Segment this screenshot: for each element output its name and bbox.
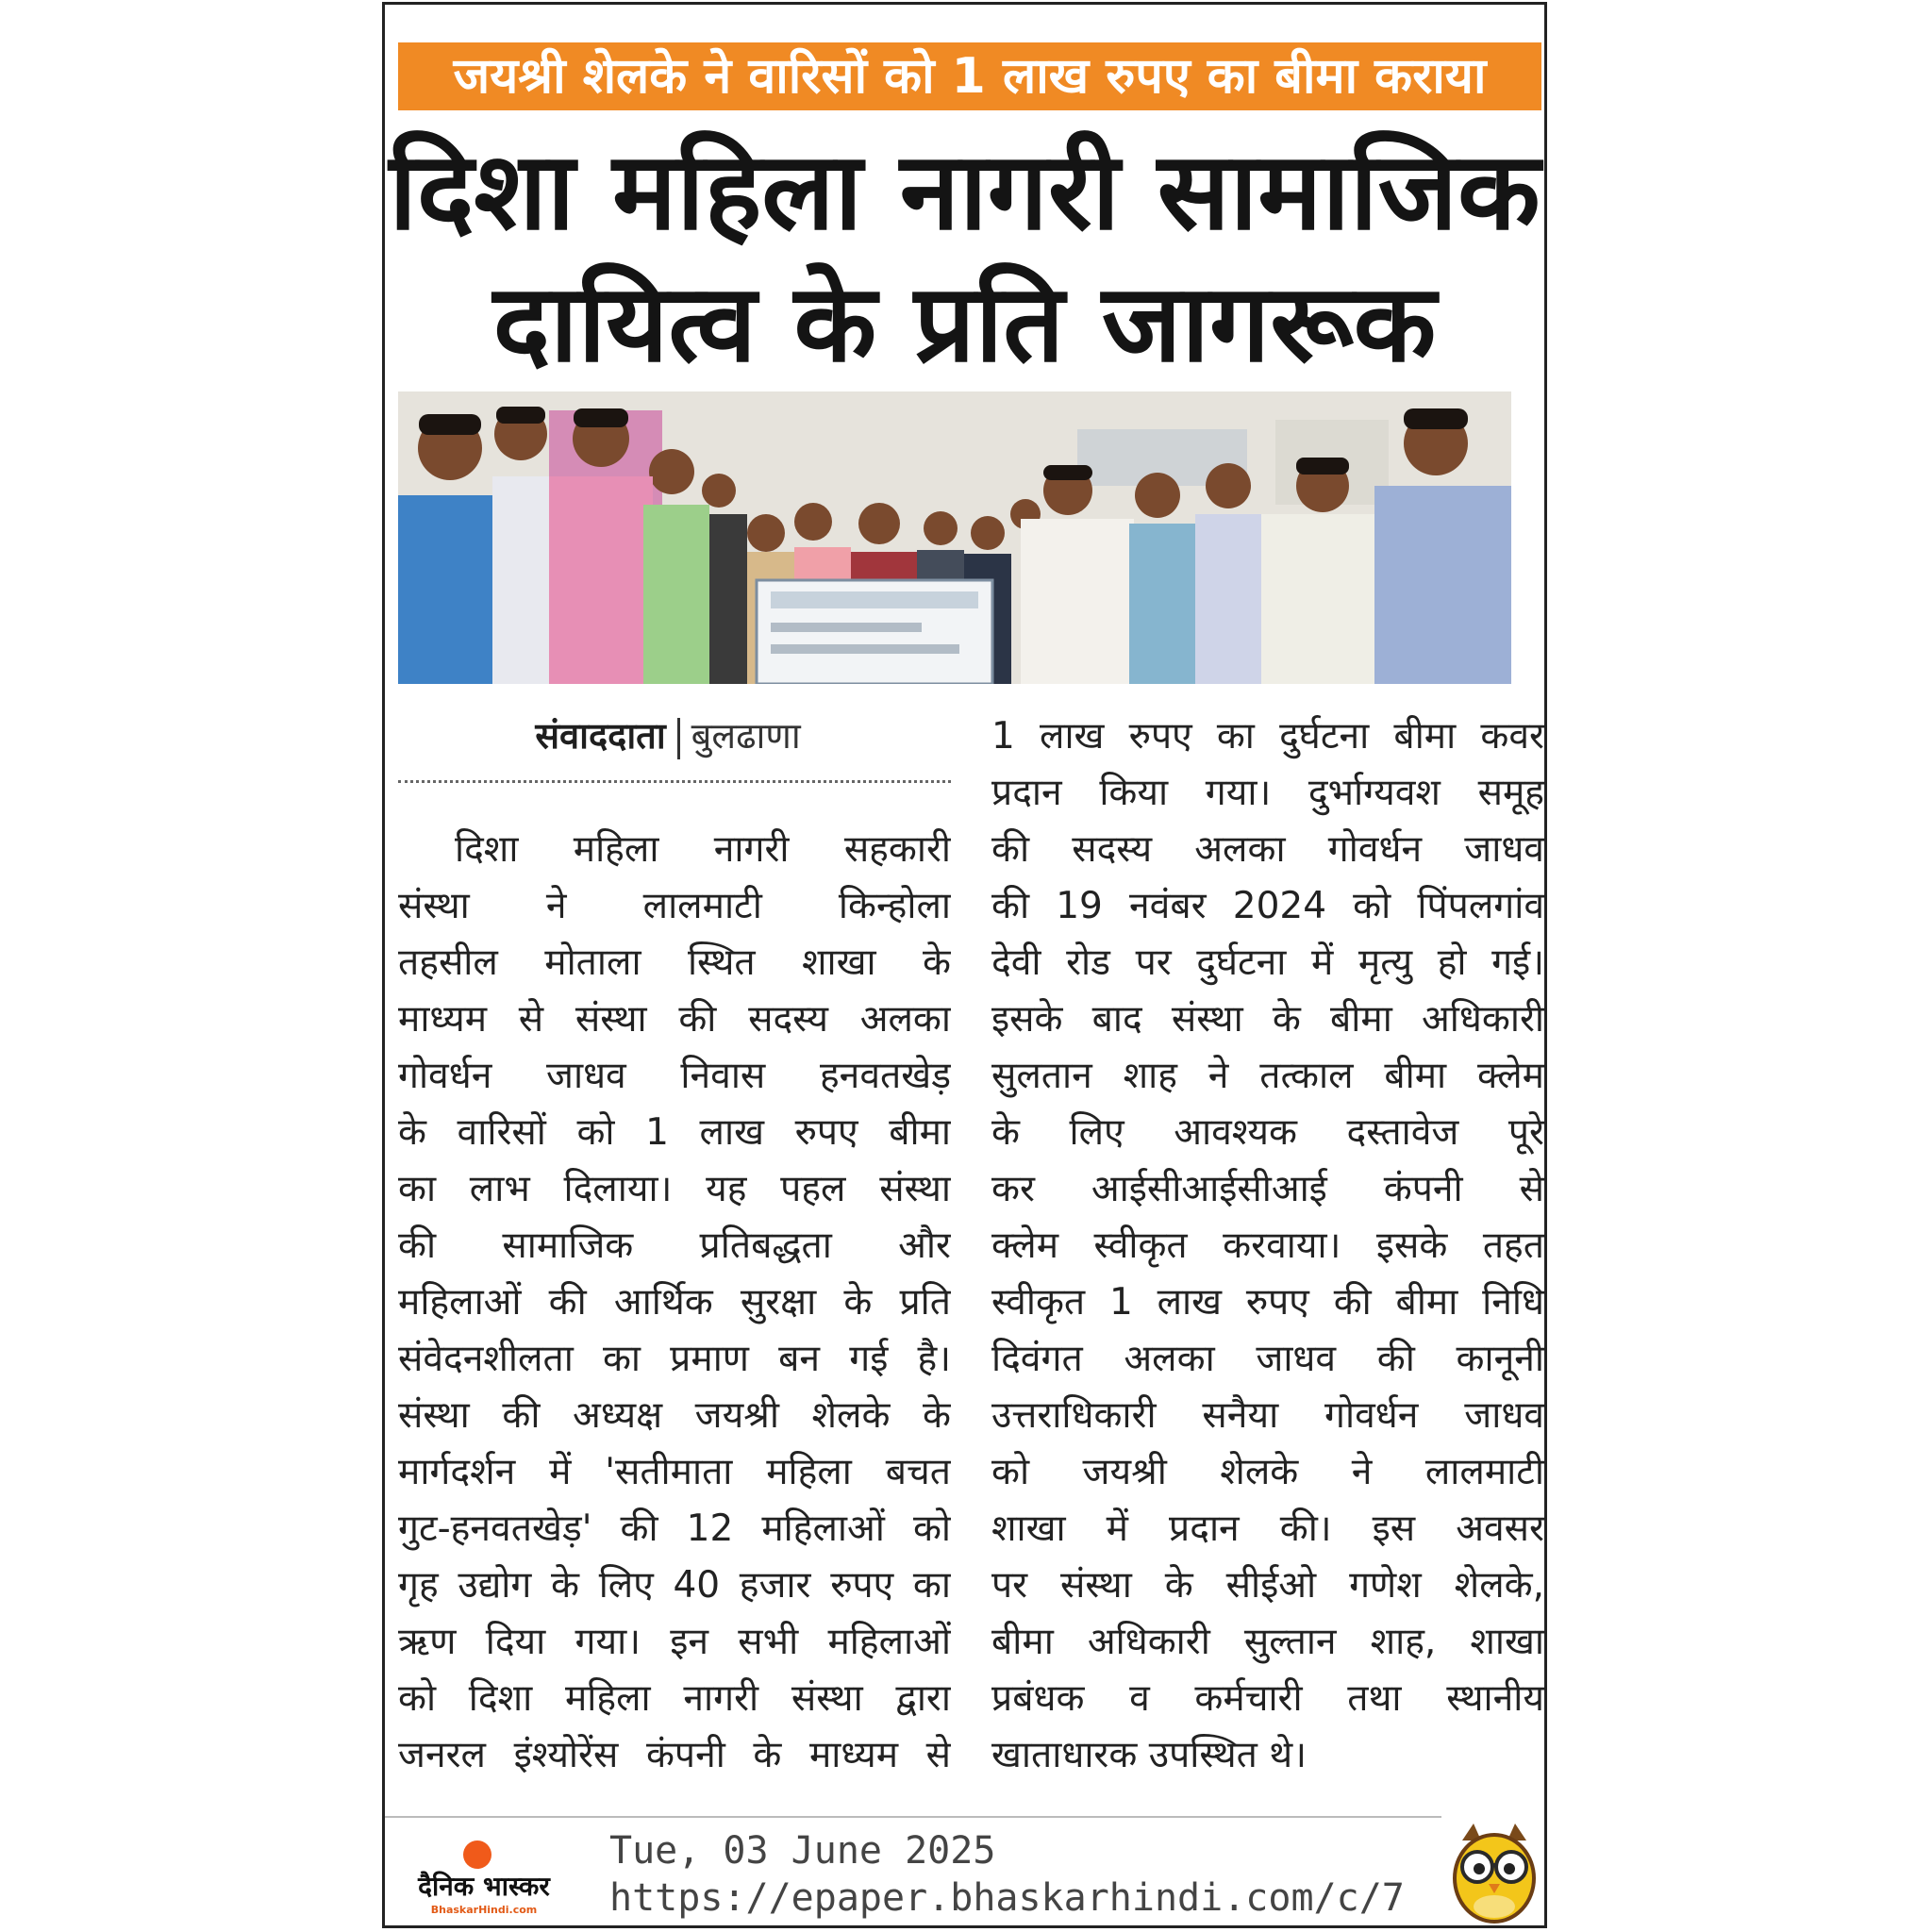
headline [385, 125, 1544, 390]
column-line: संस्था ने लालमाटी किन्होला [398, 885, 951, 927]
column-line: को जयश्री शेलके ने लालमाटी [991, 1451, 1544, 1493]
kicker-banner: जयश्री शेलके ने वारिसों को 1 लाख रुपए का बीमा कराया [398, 42, 1541, 110]
column-line: का लाभ दिलाया। यह पहल संस्था [398, 1168, 951, 1210]
byline-city: बुलढाणा [691, 715, 801, 757]
column-line: ऋण दिया गया। इन सभी महिलाओं [398, 1621, 951, 1663]
column-line: मार्गदर्शन में 'सतीमाता महिला बचत [398, 1451, 951, 1493]
column-line: के वारिसों को 1 लाख रुपए बीमा [398, 1111, 951, 1154]
column-line: को दिशा महिला नागरी संस्था द्वारा [398, 1677, 951, 1720]
column-line: उत्तराधिकारी सनैया गोवर्धन जाधव [991, 1394, 1544, 1437]
newspaper-clipping [382, 2, 1547, 1928]
article-column-2 [991, 708, 1544, 1784]
owl-mascot-icon [1449, 1820, 1540, 1925]
column-line: की 19 नवंबर 2024 को पिंपलगांव [991, 885, 1544, 927]
dainik-bhaskar-logo [394, 1835, 574, 1920]
epaper-url[interactable]: https://epaper.bhaskarhindi.com/c/7 [609, 1876, 1405, 1920]
column-line: दिशा महिला नागरी सहकारी [455, 828, 951, 871]
column-line: कर आईसीआईसीआई कंपनी से [991, 1168, 1544, 1210]
column-line: क्लेम स्वीकृत करवाया। इसके तहत [991, 1224, 1544, 1267]
column-line: देवी रोड पर दुर्घटना में मृत्यु हो गई। [991, 941, 1544, 984]
column-line: बीमा अधिकारी सुल्तान शाह, शाखा [991, 1621, 1544, 1663]
group-photo-image [398, 391, 1511, 684]
headline-line: दिशा महिला नागरी सामाजिक [389, 128, 1541, 254]
column-line: गोवर्धन जाधव निवास हनवतखेड़ [398, 1055, 951, 1097]
column-line: प्रबंधक व कर्मचारी तथा स्थानीय [991, 1677, 1544, 1720]
column-line: के लिए आवश्यक दस्तावेज पूरे [991, 1111, 1544, 1154]
sun-logo-icon [463, 1840, 491, 1869]
edition-date: Tue, 03 June 2025 [609, 1829, 996, 1873]
column-line: की सदस्य अलका गोवर्धन जाधव [991, 828, 1544, 871]
column-line: शाखा में प्रदान की। इस अवसर [991, 1507, 1544, 1550]
column-line: पर संस्था के सीईओ गणेश शेलके, [991, 1564, 1544, 1607]
column-line: खाताधारक उपस्थित थे। [991, 1734, 1307, 1776]
column-line: की सामाजिक प्रतिबद्धता और [398, 1224, 951, 1267]
byline [385, 712, 951, 759]
dotted-divider [398, 780, 951, 783]
column-line: प्रदान किया गया। दुर्भाग्यवश समूह [991, 772, 1544, 814]
brand-site: BhaskarHindi.com [430, 1904, 538, 1916]
brand-name: दैनिक भास्कर [418, 1871, 550, 1902]
column-line: माध्यम से संस्था की सदस्य अलका [398, 998, 951, 1041]
column-line: तहसील मोताला स्थित शाखा के [398, 941, 951, 984]
column-line: संस्था की अध्यक्ष जयश्री शेलके के [398, 1394, 951, 1437]
headline-line: दायित्व के प्रति जागरूक [492, 260, 1437, 386]
column-line: दिवंगत अलका जाधव की कानूनी [991, 1338, 1544, 1380]
byline-reporter: संवाददाता [535, 715, 666, 757]
column-line: संवेदनशीलता का प्रमाण बन गई है। [398, 1338, 951, 1380]
column-line: जनरल इंश्योरेंस कंपनी के माध्यम से [398, 1734, 951, 1776]
column-line: 1 लाख रुपए का दुर्घटना बीमा कवर [991, 715, 1544, 758]
column-line: सुलतान शाह ने तत्काल बीमा क्लेम [991, 1055, 1544, 1097]
column-line: स्वीकृत 1 लाख रुपए की बीमा निधि [991, 1281, 1544, 1324]
footer-divider [385, 1816, 1441, 1818]
column-line: महिलाओं की आर्थिक सुरक्षा के प्रति [398, 1281, 951, 1324]
column-line: गुट-हनवतखेड़' की 12 महिलाओं को [398, 1507, 951, 1550]
column-line: गृह उद्योग के लिए 40 हजार रुपए का [398, 1564, 951, 1607]
byline-separator [677, 718, 680, 759]
edition-meta [609, 1827, 1430, 1922]
column-line: इसके बाद संस्था के बीमा अधिकारी [991, 998, 1544, 1041]
article-column-1 [398, 822, 951, 1784]
